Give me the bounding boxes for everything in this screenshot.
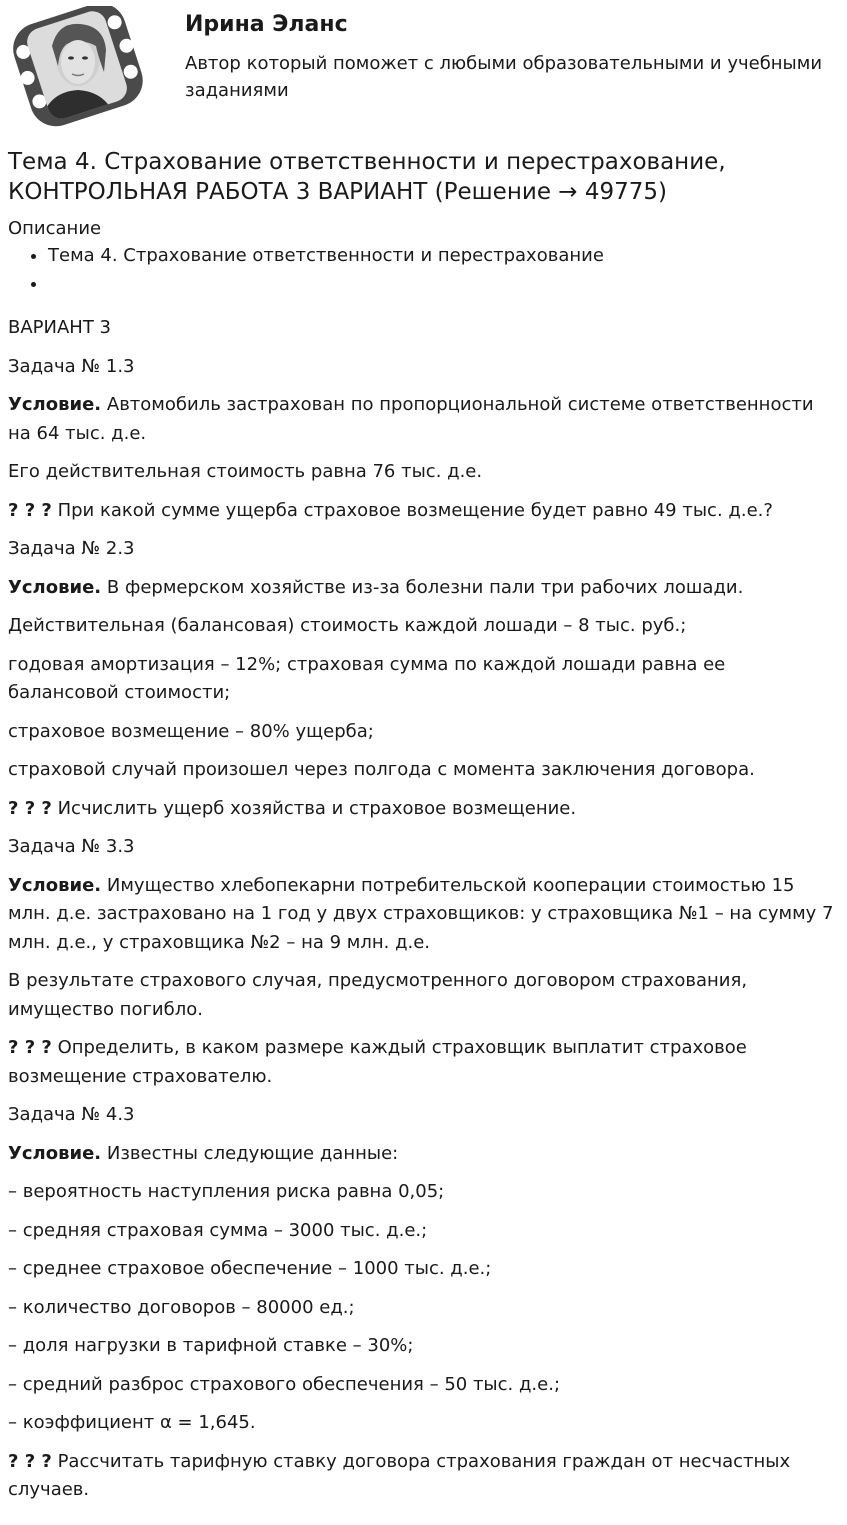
task-paragraph bbox=[8, 1332, 840, 1361]
task-paragraph bbox=[8, 458, 840, 487]
question-marks: ? ? ? bbox=[8, 1037, 52, 1058]
paragraph-text: – вероятность наступления риска равна 0,05; bbox=[8, 1181, 445, 1202]
task-heading: Задача № 2.3 bbox=[8, 538, 135, 559]
avatar-film-frame-icon bbox=[6, 6, 152, 128]
task-paragraph bbox=[8, 1371, 840, 1400]
question-marks: ? ? ? bbox=[8, 797, 52, 819]
author-description: Автор который поможет с любыми образовательными и учебными заданиями bbox=[185, 53, 823, 101]
task-paragraph bbox=[8, 872, 840, 958]
paragraph-text: При какой сумме ущерба страховое возмещение будет равно 49 тыс. д.е.? bbox=[51, 499, 773, 521]
paragraph-text: Имущество хлебопекарни потребительской кооперации стоимостью 15 млн. д.е. застраховано на 1 год у двух страховщиков: у страховщика №1 – на сумму 7 млн. д.е., у страховщика №2 – на 9 млн. д.е. bbox=[8, 874, 834, 953]
list-item: • Тема 4. Страхование ответственности и перестрахование bbox=[48, 242, 840, 270]
task-paragraph bbox=[8, 1409, 840, 1438]
paragraph-text: Рассчитать тарифную ставку договора страхования граждан от несчастных случаев. bbox=[8, 1450, 791, 1500]
task-heading: Задача № 4.3 bbox=[8, 1104, 135, 1125]
author-block bbox=[0, 0, 847, 130]
task-paragraph bbox=[8, 574, 840, 603]
paragraph-text: Определить, в каком размере каждый страховщик выплатит страховое возмещение страхователю. bbox=[8, 1037, 747, 1087]
paragraph-text: – доля нагрузки в тарифной ставке – 30%; bbox=[8, 1335, 414, 1356]
author-avatar[interactable] bbox=[6, 6, 152, 128]
task-paragraph bbox=[8, 497, 840, 526]
paragraph-text: – коэффициент α = 1,645. bbox=[8, 1412, 256, 1433]
task-paragraph bbox=[8, 1294, 840, 1323]
paragraph-text: Действительная (балансовая) стоимость каждой лошади – 8 тыс. руб.; bbox=[8, 615, 687, 636]
task-paragraph bbox=[8, 391, 840, 448]
paragraph-text: Исчислить ущерб хозяйства и страховое возмещение. bbox=[51, 797, 577, 819]
task-paragraph bbox=[8, 1140, 840, 1169]
condition-label: Условие. bbox=[8, 874, 102, 896]
page-title: Тема 4. Страхование ответственности и перестрахование, КОНТРОЛЬНАЯ РАБОТА 3 ВАРИАНТ (Решение → 49775) bbox=[8, 149, 726, 205]
paragraph-text: – среднее страховое обеспечение – 1000 тыс. д.е.; bbox=[8, 1258, 492, 1279]
task-paragraph bbox=[8, 718, 840, 747]
condition-label: Условие. bbox=[8, 394, 102, 415]
paragraph-text: – средняя страховая сумма – 3000 тыс. д.е.; bbox=[8, 1219, 428, 1241]
author-name[interactable]: Ирина Эланс bbox=[185, 12, 348, 37]
paragraph-text: страховое возмещение – 80% ущерба; bbox=[8, 720, 374, 742]
question-marks: ? ? ? bbox=[8, 1450, 52, 1472]
task-paragraph bbox=[8, 612, 840, 641]
task-paragraph bbox=[8, 1034, 840, 1091]
paragraph-text: Известны следующие данные: bbox=[101, 1142, 399, 1164]
paragraph-text: В результате страхового случая, предусмотренного договором страхования, имущество погибло. bbox=[8, 970, 748, 1020]
task-paragraph bbox=[8, 756, 840, 785]
task-heading: Задача № 3.3 bbox=[8, 836, 135, 857]
condition-label: Условие. bbox=[8, 576, 102, 598]
question-marks: ? ? ? bbox=[8, 499, 52, 521]
condition-label: Условие. bbox=[8, 1142, 102, 1164]
paragraph-text: – количество договоров – 80000 ед.; bbox=[8, 1296, 355, 1318]
variant-label: ВАРИАНТ 3 bbox=[8, 317, 111, 338]
task-paragraph bbox=[8, 1217, 840, 1246]
paragraph-text: страховой случай произошел через полгода с момента заключения договора. bbox=[8, 759, 755, 780]
description-label: Описание bbox=[8, 218, 102, 239]
main-content bbox=[8, 147, 840, 1505]
paragraph-text: Его действительная стоимость равна 76 тыс. д.е. bbox=[8, 461, 483, 482]
task-paragraph bbox=[8, 651, 840, 708]
task-paragraph bbox=[8, 1448, 840, 1505]
paragraph-text: годовая амортизация – 12%; страховая сумма по каждой лошади равна ее балансовой стоимости; bbox=[8, 653, 726, 703]
task-paragraph bbox=[8, 1178, 840, 1207]
task-paragraph bbox=[8, 795, 840, 824]
paragraph-text: Автомобиль застрахован по пропорциональной системе ответственности на 64 тыс. д.е. bbox=[8, 394, 814, 444]
paragraph-text: В фермерском хозяйстве из-за болезни пали три рабочих лошади. bbox=[101, 576, 744, 598]
task-paragraph bbox=[8, 967, 840, 1024]
task-paragraph bbox=[8, 1255, 840, 1284]
paragraph-text: – средний разброс страхового обеспечения – 50 тыс. д.е.; bbox=[8, 1373, 561, 1395]
task-heading: Задача № 1.3 bbox=[8, 355, 135, 377]
description-list bbox=[8, 242, 840, 298]
list-item bbox=[48, 270, 840, 298]
